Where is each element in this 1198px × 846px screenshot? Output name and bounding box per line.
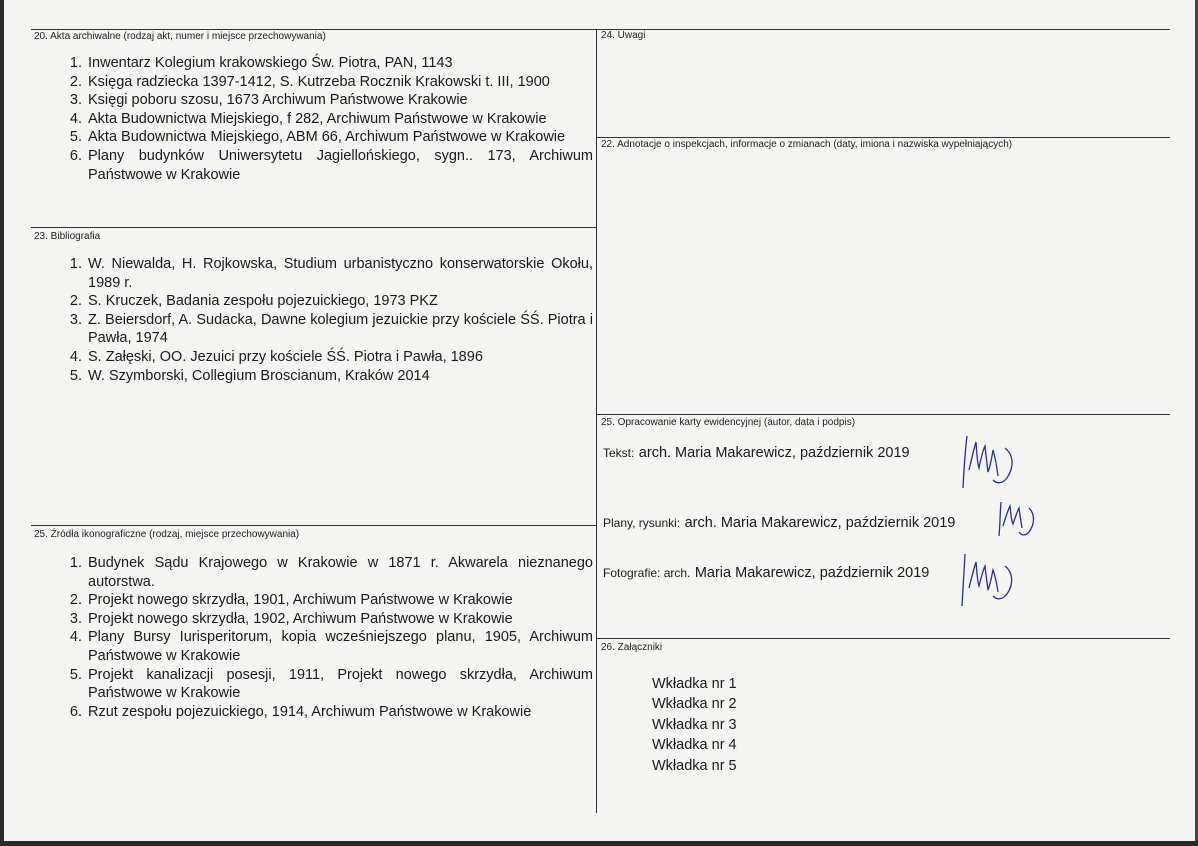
iconographic-source-item: Projekt nowego skrzydła, 1902, Archiwum Państwowe w Krakowie: [88, 610, 513, 627]
signature-1: [955, 428, 1025, 494]
iconographic-source-item: Projekt nowego skrzydła, 1901, Archiwum Państwowe w Krakowie: [88, 592, 513, 609]
drawings-author-key: Plany, rysunki:: [603, 516, 681, 530]
section-26-label: 26. Załączniki: [601, 642, 663, 653]
drawings-author-line: [603, 514, 955, 532]
drawings-author-value: arch. Maria Makarewicz, październik 2019: [684, 515, 956, 531]
divider-20-23: [31, 227, 596, 228]
bibliography-item: S. Kruczek, Badania zespołu pojezuickiego, 1973 PKZ: [88, 293, 438, 310]
attachment-item: Wkładka nr 3: [652, 716, 737, 733]
attachment-item: Wkładka nr 1: [652, 676, 737, 692]
signature-3: [953, 548, 1023, 610]
archival-record-item: Akta Budownictwa Miejskiego, f 282, Archiwum Państwowe w Krakowie: [88, 110, 547, 127]
archival-record-item: Akta Budownictwa Miejskiego, ABM 66, Archiwum Państwowe w Krakowie: [88, 129, 566, 146]
bibliography-item: Z. Beiersdorf, A. Sudacka, Dawne kolegium jezuickie przy kościele ŚŚ. Piotra i Pawła, 1974: [88, 311, 593, 347]
archival-records-list: [36, 54, 593, 184]
text-author-value: arch. Maria Makarewicz, październik 2019: [638, 445, 910, 461]
bibliography-item: W. Niewalda, H. Rojkowska, Studium urbanistyczno konserwatorskie Okołu, 1989 r.: [88, 256, 593, 291]
iconographic-source-item: Plany Bursy Iurisperitorum, kopia wcześniejszego planu, 1905, Archiwum Państwowe w Krakowie: [88, 629, 593, 664]
section-22-label: 22. Adnotacje o inspekcjach, informacje o zmianach (daty, imiona i nazwiska wypełniających): [601, 139, 1013, 150]
photos-author-key: Fotografie: arch.: [603, 566, 691, 580]
bibliography-list: [36, 255, 593, 385]
section-25-authorship-label: 25. Opracowanie karty ewidencyjnej (autor, data i podpis): [601, 417, 856, 428]
attachments-list: [652, 674, 737, 776]
section-25-iconographic-label: 25. Źródła ikonograficzne (rodzaj, miejsce przechowywania): [34, 529, 300, 540]
scan-edge-left: [0, 0, 4, 846]
iconographic-source-item: Projekt kanalizacji posesji, 1911, Projekt nowego skrzydła, Archiwum Państwowe w Krakowie: [88, 666, 593, 702]
attachment-item: Wkładka nr 4: [652, 737, 737, 754]
archival-record-item: Inwentarz Kolegium krakowskiego Św. Piotra, PAN, 1143: [88, 55, 453, 71]
photos-author-value: Maria Makarewicz, październik 2019: [694, 565, 930, 581]
center-divider: [596, 29, 597, 813]
divider-23-25a: [31, 525, 596, 526]
signature-2: [995, 496, 1045, 540]
iconographic-sources-list: [36, 554, 593, 721]
text-author-line: [603, 444, 910, 462]
text-author-key: Tekst:: [603, 446, 635, 460]
scan-edge-bottom: [0, 841, 1198, 846]
archival-record-item: Plany budynków Uniwersytetu Jagiellońskiego, sygn.. 173, Archiwum Państwowe w Krakowie: [88, 147, 593, 183]
section-20-label: 20. Akta archiwalne (rodzaj akt, numer i miejsce przechowywania): [34, 31, 326, 42]
archival-record-item: Księga radziecka 1397-1412, S. Kutrzeba Rocznik Krakowski t. III, 1900: [88, 73, 550, 90]
iconographic-source-item: Rzut zespołu pojezuickiego, 1914, Archiwum Państwowe w Krakowie: [88, 703, 532, 720]
attachment-item: Wkładka nr 5: [652, 757, 737, 774]
bibliography-item: W. Szymborski, Collegium Broscianum, Kraków 2014: [88, 367, 430, 384]
attachment-item: Wkładka nr 2: [652, 696, 737, 713]
divider-24-22: [596, 137, 1170, 138]
bibliography-item: S. Załęski, OO. Jezuici przy kościele ŚŚ. Piotra i Pawła, 1896: [88, 348, 483, 365]
iconographic-source-item: Budynek Sądu Krajowego w Krakowie w 1871 r. Akwarela nieznanego autorstwa.: [88, 555, 593, 590]
archival-record-item: Księgi poboru szosu, 1673 Archiwum Państwowe Krakowie: [88, 92, 468, 109]
section-23-label: 23. Bibliografia: [34, 231, 101, 242]
photos-author-line: [603, 564, 929, 582]
section-24-label: 24. Uwagi: [601, 30, 646, 41]
divider-22-25b: [596, 414, 1170, 415]
divider-25b-26: [596, 638, 1170, 639]
